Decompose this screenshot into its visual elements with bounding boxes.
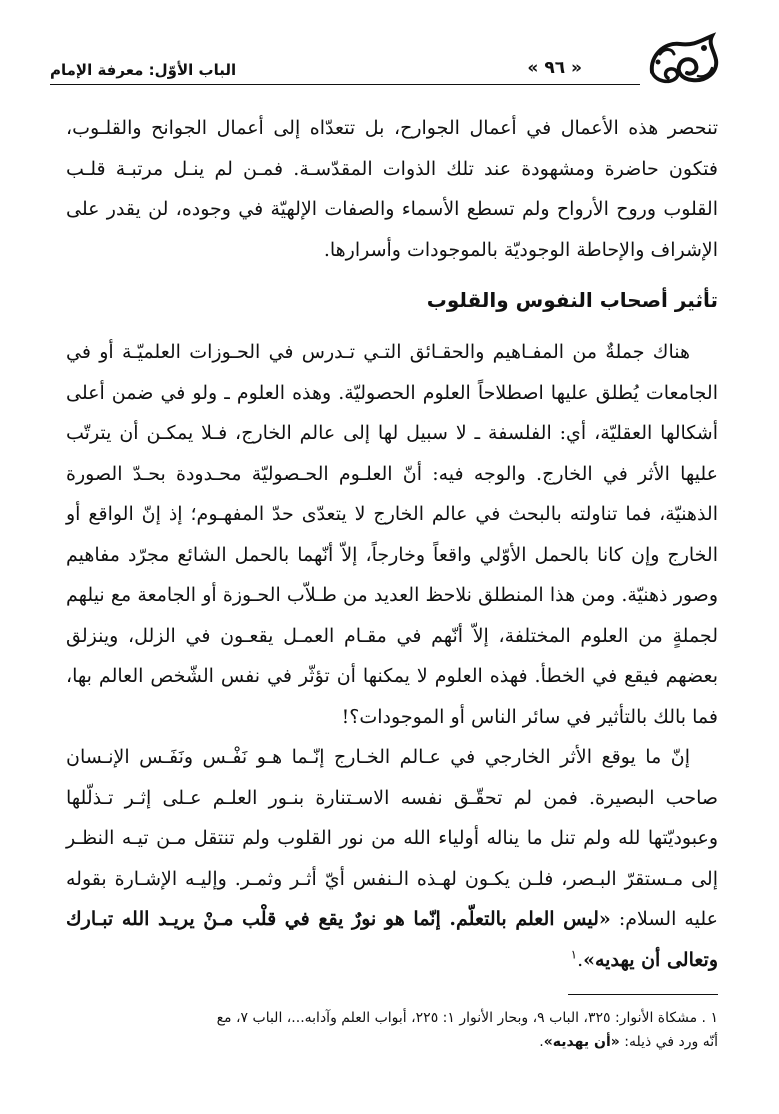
- running-title: الباب الأوّل: معرفة الإمام: [50, 61, 237, 79]
- footnote-divider: [568, 994, 718, 995]
- paragraph-three-text: إنّ ما يوقع الأثر الخارجي في عـالم الخـارج إنّـما هـو نَفْـس ونَفَـس الإنـسان صاحب البصيرة. فمن لم تحقّـق نفسه الاسـتنارة بنـور العلـم عـلى إثـر تـذلّلها وعبوديّتها لله ولم تنل ما يناله أولياء الله من نور القلوب ولم تنتقل مـن تيـه النظـر إلى مـستقرّ البـصر، فلـن يكـون لهـذه الـنفس أيّ أثـر وثمـر. وإليـه الإشـارة بقوله عليه السلام:: [66, 746, 718, 930]
- hadith-quote: «ليس العلم بالتعلّم. إنّما هو نورٌ يقع في قلْب مـنْ يريـد الله تبـارك وتعالى أن يهديه»: [66, 908, 718, 971]
- footnote-bold-text: «أن يهديه»: [543, 1034, 620, 1050]
- footnote-line-two-end: .: [539, 1034, 544, 1050]
- paragraph-three: [66, 737, 718, 980]
- section-heading: تأثير أصحاب النفوس والقلوب: [426, 288, 718, 312]
- ornament-icon: [646, 32, 720, 88]
- page-number: « ٩٦ »: [527, 58, 582, 78]
- footnote-marker: ١: [570, 947, 578, 962]
- footnote-line-two: [66, 1030, 718, 1054]
- footnote-line-two-text: أنّه ورد في ذيله:: [619, 1034, 718, 1050]
- paragraph-two: هناك جملةٌ من المفـاهيم والحقـائق التـي تـدرس في الحـوزات العلميّـة أو في الجامعات يُطلق عليها اصطلاحاً العلوم الحصوليّة. وهذه العلوم ـ ولو في ضمن أعلى أشكالها العقليّة، أي: الفلسفة ـ لا سبيل لها إلى عالم الخارج، فـلا يمكـن أن يترتّب عليها الأثر في الخارج. والوجه فيه: أنّ العلـوم الحـصوليّة محـدودة بحـدّ الصورة الذهنيّة، فما تناولته بالبحث في عالم الخارج لا يتعدّى حدّ المفهـوم؛ إذ إنّ الواقع أو الخارج وإن كانا بالحمل الأوّلي واقعاً وخارجاً، إلاّ أنّهما بالحمل الشائع مجرّد مفاهيم وصور ذهنيّة. ومن هذا المنطلق نلاحظ العديد من طـلاّب الحـوزة أو الجامعة مع نيلهم لجملةٍ من العلوم المختلفة، إلاّ أنّهم في مقـام العمـل يقعـون في الزلل، وينزلق بعضهم فيقع في الخطأ. فهذه العلوم لا يمكنها أن تؤثّر في نفس الشّخص العالم بها، فما بالك بالتأثير في سائر الناس أو الموجودات؟!: [66, 341, 718, 728]
- footnote: [66, 1006, 718, 1054]
- paragraph-three-end: .: [577, 948, 584, 971]
- header-divider: [50, 84, 640, 85]
- page-header: [50, 28, 730, 92]
- intro-paragraph: تنحصر هذه الأعمال في أعمال الجوارح، بل تتعدّاه إلى أعمال الجوانح والقلـوب، فتكون حاضرة ومشهودة عند تلك الذوات المقدّسـة. فمـن لم ينـل مرتبـة قلـب القلوب وروح الأرواح ولم تسطع الأسماء والصفات الإلهيّة في وجوده، لن يقدر على الإشراف والإحاطة الوجوديّة بالموجودات وأسرارها.: [66, 117, 718, 261]
- body-text: [66, 108, 718, 980]
- footnote-line-one: ١ . مشكاة الأنوار: ٣٢٥، الباب ٩، وبحار الأنوار ١: ٢٢٥، أبواب العلم وآدابه...، الباب ٧، مع: [216, 1010, 718, 1026]
